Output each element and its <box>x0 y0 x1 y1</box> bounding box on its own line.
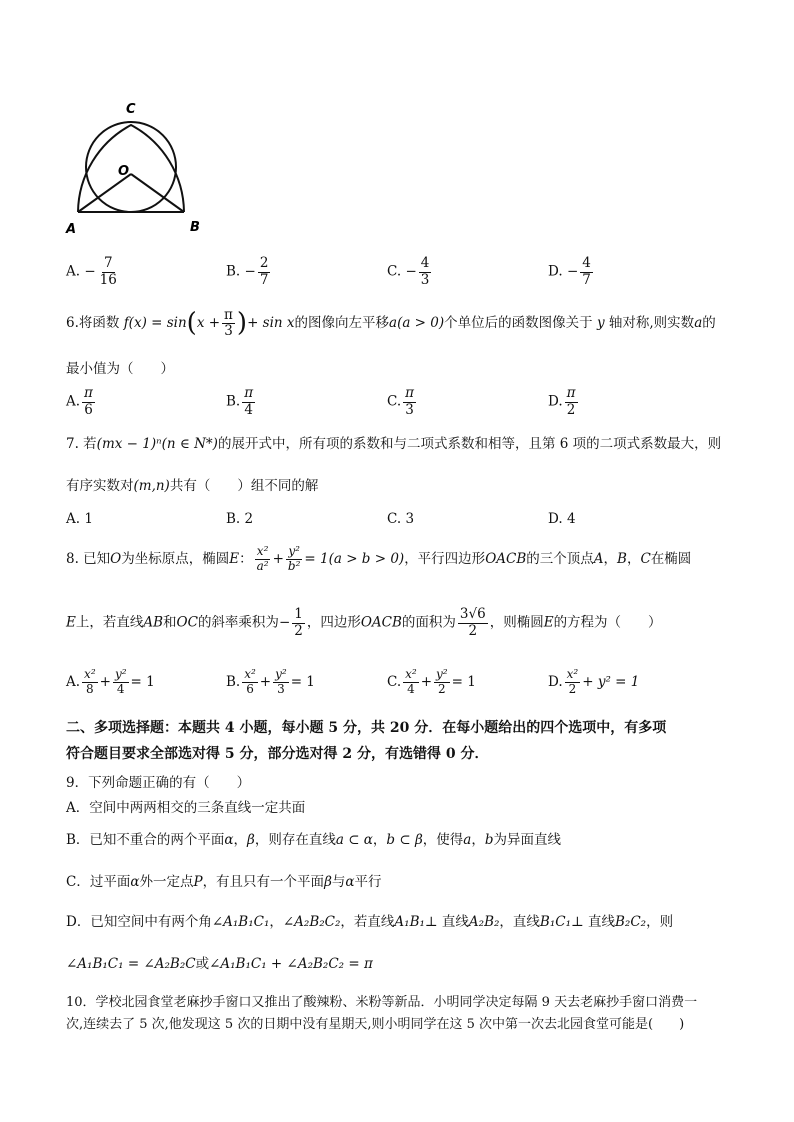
q8-option-a[interactable]: A. $\frac{\text{x²}}{8}$ + $\frac{\text{y²}}{4}$ = 1 <box>66 667 155 696</box>
q9-option-b[interactable]: B．已知不重合的两个平面α，β，则存在直线a ⊂ α，b ⊂ β，使得a，b为异面直线 <box>66 832 561 848</box>
label-a: A <box>66 222 77 237</box>
q7-option-c[interactable]: C. 3 <box>387 511 415 527</box>
q8-stem-line2: E上，若直线AB和OC的斜率乘积为− $\frac{1}{2}$ ，四边形OACB的面积为 $\frac{3√6}{2}$ ，则椭圆E的方程为（ ） <box>66 606 662 639</box>
q6-option-b[interactable]: B. $\frac{\pi}{4}$ <box>226 385 254 418</box>
q5-option-c[interactable]: C. − $\frac{4}{3}$ <box>387 255 430 288</box>
q8-option-d[interactable]: D. $\frac{\text{x²}}{2}$ + y² = 1 <box>548 667 640 696</box>
label-o: O <box>118 164 130 179</box>
q7-stem: 7. 若(mx − 1)ⁿ(n ∈ N*)的展开式中，所有项的系数和与二项式系数和相等，且第 6 项的二项式系数最大，则 <box>66 436 722 452</box>
q6-option-c[interactable]: C. $\frac{\pi}{3}$ <box>387 385 415 418</box>
q10-stem-line1: 10．学校北园食堂老麻抄手窗口又推出了酸辣粉、米粉等新品．小明同学决定每隔 9 天去老麻抄手窗口消费一 <box>66 995 698 1010</box>
label-b: B <box>190 220 200 235</box>
q9-option-a[interactable]: A．空间中两两相交的三条直线一定共面 <box>66 800 306 816</box>
section2-heading-line2: 符合题目要求全部选对得 5 分，部分选对得 2 分，有选错得 0 分． <box>66 746 489 762</box>
q6-option-a[interactable]: A. $\frac{\pi}{6}$ <box>66 385 93 418</box>
q6-stem: 6.将函数 f(x) = sin(x + $\frac{\pi}{3}$ )+ sin x的图像向左平移a(a > 0)个单位后的函数图像关于 y 轴对称,则实数a的 <box>66 306 716 340</box>
q5-option-b[interactable]: B. − $\frac{2}{7}$ <box>226 255 269 288</box>
section2-heading-line1: 二、多项选择题：本题共 4 小题，每小题 5 分，共 20 分．在每小题给出的四个选项中，有多项 <box>66 720 667 736</box>
q8-option-c[interactable]: C. $\frac{\text{x²}}{4}$ + $\frac{\text{y²}}{2}$ = 1 <box>387 667 476 696</box>
q7-option-a[interactable]: A. 1 <box>66 511 93 527</box>
q5-option-d[interactable]: D. − $\frac{4}{7}$ <box>548 255 591 288</box>
q10-stem-line2: 次,连续去了 5 次,他发现这 5 次的日期中没有星期天,则小明同学在这 5 次中第一次去北园食堂可能是( ) <box>66 1017 685 1032</box>
label-c: C <box>126 102 136 117</box>
q9-stem: 9．下列命题正确的有（ ） <box>66 775 251 791</box>
q8-option-b[interactable]: B. $\frac{\text{x²}}{6}$ + $\frac{\text{y²}}{3}$ = 1 <box>226 667 315 696</box>
q7-option-d[interactable]: D. 4 <box>548 511 576 527</box>
q9-option-c[interactable]: C．过平面α外一定点P，有且只有一个平面β与α平行 <box>66 874 382 890</box>
q7-option-b[interactable]: B. 2 <box>226 511 254 527</box>
q5-option-a[interactable]: A. − $\frac{7}{16}$ <box>66 255 117 288</box>
q6-option-d[interactable]: D. $\frac{\pi}{2}$ <box>548 385 576 418</box>
q7-stem-line2: 有序实数对(m,n)共有（ ）组不同的解 <box>66 478 319 494</box>
q6-stem-line2: 最小值为（ ） <box>66 361 174 377</box>
q9-option-d[interactable]: D．已知空间中有两个角∠A₁B₁C₁，∠A₂B₂C₂，若直线A₁B₁⊥ 直线A₂B₂，直线B₁C₁⊥ 直线B₂C₂，则 <box>66 914 674 930</box>
geometry-figure <box>60 95 220 240</box>
q8-stem: 8. 已知O为坐标原点，椭圆E： $\frac{\text{x²}}{\text{a²}}$ + $\frac{\text{y²}}{\text{b²}}$ = 1(a > b > 0)，平行四边形OACB的三个顶点A，B，C在椭圆 <box>66 544 692 573</box>
q9-option-d-line2: ∠A₁B₁C₁ = ∠A₂B₂C或∠A₁B₁C₁ + ∠A₂B₂C₂ = π <box>66 956 373 972</box>
